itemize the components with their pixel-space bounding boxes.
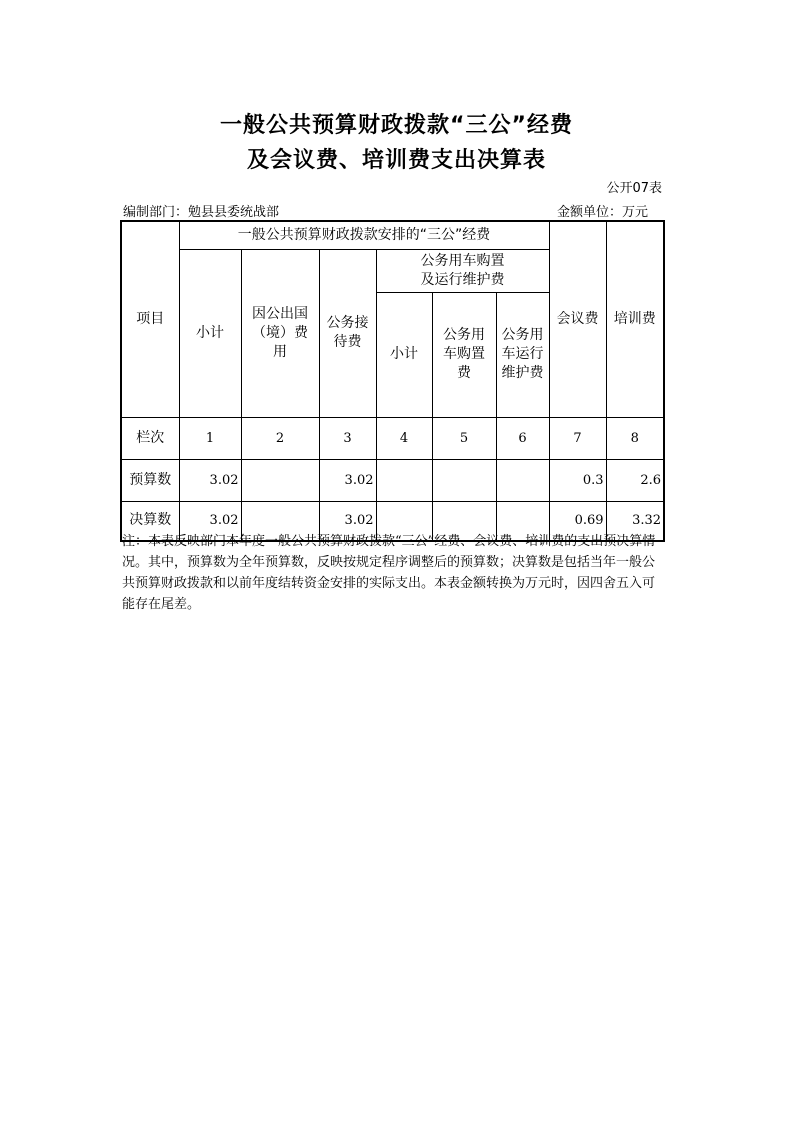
row-label-final: 决算数	[121, 501, 179, 541]
footnote: 注：本表反映部门本年度一般公共预算财政拨款“三公”经费、会议费、培训费的支出预决算情况。其中，预算数为全年预算数，反映按规定程序调整后的预算数；决算数是包括当年一般公共预算财政拨款和以前年度结转资金安排的实际支出。本表金额转换为万元时，因四舍五入可能存在尾差。	[122, 534, 656, 612]
header-vehicle-subtotal: 小计	[376, 292, 432, 417]
row-label-budget: 预算数	[121, 459, 179, 501]
header-abroad: 因公出国（境）费用	[241, 249, 319, 417]
report-title-line-2: 及会议费、培训费支出决算表	[246, 148, 546, 173]
expenditure-table	[120, 220, 665, 542]
department-label: 编制部门：勉县县委统战部	[123, 205, 280, 220]
header-subtotal: 小计	[179, 249, 241, 417]
table-cell	[241, 459, 319, 501]
table-cell: 3.02	[319, 459, 376, 501]
report-title-line-1: 一般公共预算财政拨款“三公”经费	[220, 113, 573, 138]
column-number: 2	[241, 417, 319, 459]
header-vehicle-purchase: 公务用车购置费	[432, 292, 496, 417]
table-row	[121, 459, 664, 501]
row-label-column-numbers: 栏次	[121, 417, 179, 459]
header-reception: 公务接待费	[319, 249, 376, 417]
header-meeting: 会议费	[549, 221, 606, 417]
header-training: 培训费	[606, 221, 664, 417]
column-number: 4	[376, 417, 432, 459]
column-number: 8	[606, 417, 664, 459]
table-cell: 3.02	[179, 459, 241, 501]
column-number: 6	[496, 417, 549, 459]
table-cell: 3.32	[606, 501, 664, 541]
table-cell	[432, 459, 496, 501]
table-cell: 3.02	[179, 501, 241, 541]
table-cell	[496, 459, 549, 501]
header-vehicle-operation: 公务用车运行维护费	[496, 292, 549, 417]
column-number: 5	[432, 417, 496, 459]
amount-unit-label: 金额单位：万元	[556, 205, 648, 220]
table-cell: 0.3	[549, 459, 606, 501]
table-cell: 2.6	[606, 459, 664, 501]
table-cell: 0.69	[549, 501, 606, 541]
form-code: 公开07表	[606, 181, 662, 196]
header-item: 项目	[121, 221, 179, 417]
column-number: 3	[319, 417, 376, 459]
header-vehicle-group: 公务用车购置及运行维护费	[376, 249, 549, 292]
column-number: 7	[549, 417, 606, 459]
column-number: 1	[179, 417, 241, 459]
header-three-public-group: 一般公共预算财政拨款安排的“三公”经费	[179, 221, 549, 249]
table-cell	[376, 459, 432, 501]
table-cell: 3.02	[319, 501, 376, 541]
